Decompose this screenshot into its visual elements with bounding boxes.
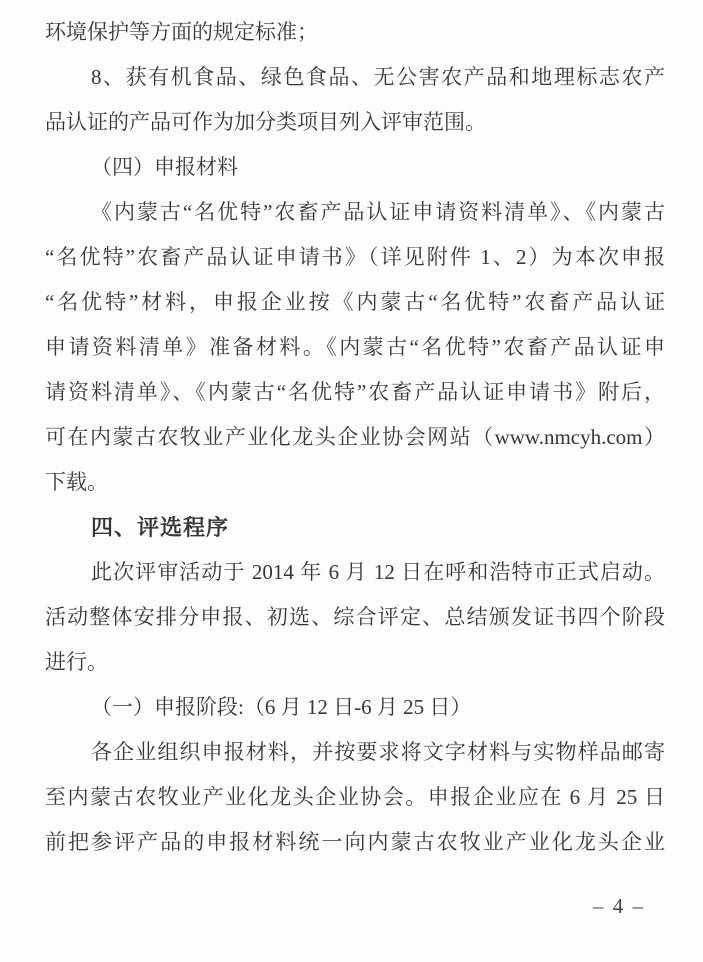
text-line: 至内蒙古农牧业产业化龙头企业协会。申报企业应在 6 月 25 日 [45, 785, 665, 809]
text-line: 品认证的产品可作为加分类项目列入评审范围。 [45, 110, 486, 134]
text-line: 前把参评产品的申报材料统一向内蒙古农牧业产业化龙头企业 [45, 830, 665, 854]
text-line: 申请资料清单》准备材料。《内蒙古“名优特”农畜产品认证申 [45, 335, 665, 359]
text-line: 进行。 [45, 650, 108, 674]
text-line: 《内蒙古“名优特”农畜产品认证申请资料清单》、《内蒙古 [91, 200, 665, 224]
text-line: （一）申报阶段:（6 月 12 日-6 月 25 日） [91, 695, 472, 719]
text-line: （四）申报材料 [91, 155, 238, 179]
text-line: 可在内蒙古农牧业产业化龙头企业协会网站（www.nmcyh.com） [45, 425, 665, 449]
text-line: 活动整体安排分申报、初选、综合评定、总结颁发证书四个阶段 [45, 605, 665, 629]
text-line: 8、获有机食品、绿色食品、无公害农产品和地理标志农产 [91, 65, 665, 89]
text-line: “名优特”农畜产品认证申请书》（详见附件 1、2）为本次申报 [45, 245, 665, 269]
text-line: 请资料清单》、《内蒙古“名优特”农畜产品认证申请书》附后， [45, 380, 665, 404]
page-number: – 4 – [593, 894, 645, 918]
document-body [45, 10, 665, 865]
text-line: 环境保护等方面的规定标准； [45, 20, 318, 44]
text-line: 此次评审活动于 2014 年 6 月 12 日在呼和浩特市正式启动。 [91, 560, 665, 584]
section-heading: 四、评选程序 [91, 515, 230, 540]
text-line: 各企业组织申报材料，并按要求将文字材料与实物样品邮寄 [91, 740, 665, 764]
text-line: 下载。 [45, 470, 108, 494]
text-line: “名优特”材料，申报企业按《内蒙古“名优特”农畜产品认证 [45, 290, 665, 314]
